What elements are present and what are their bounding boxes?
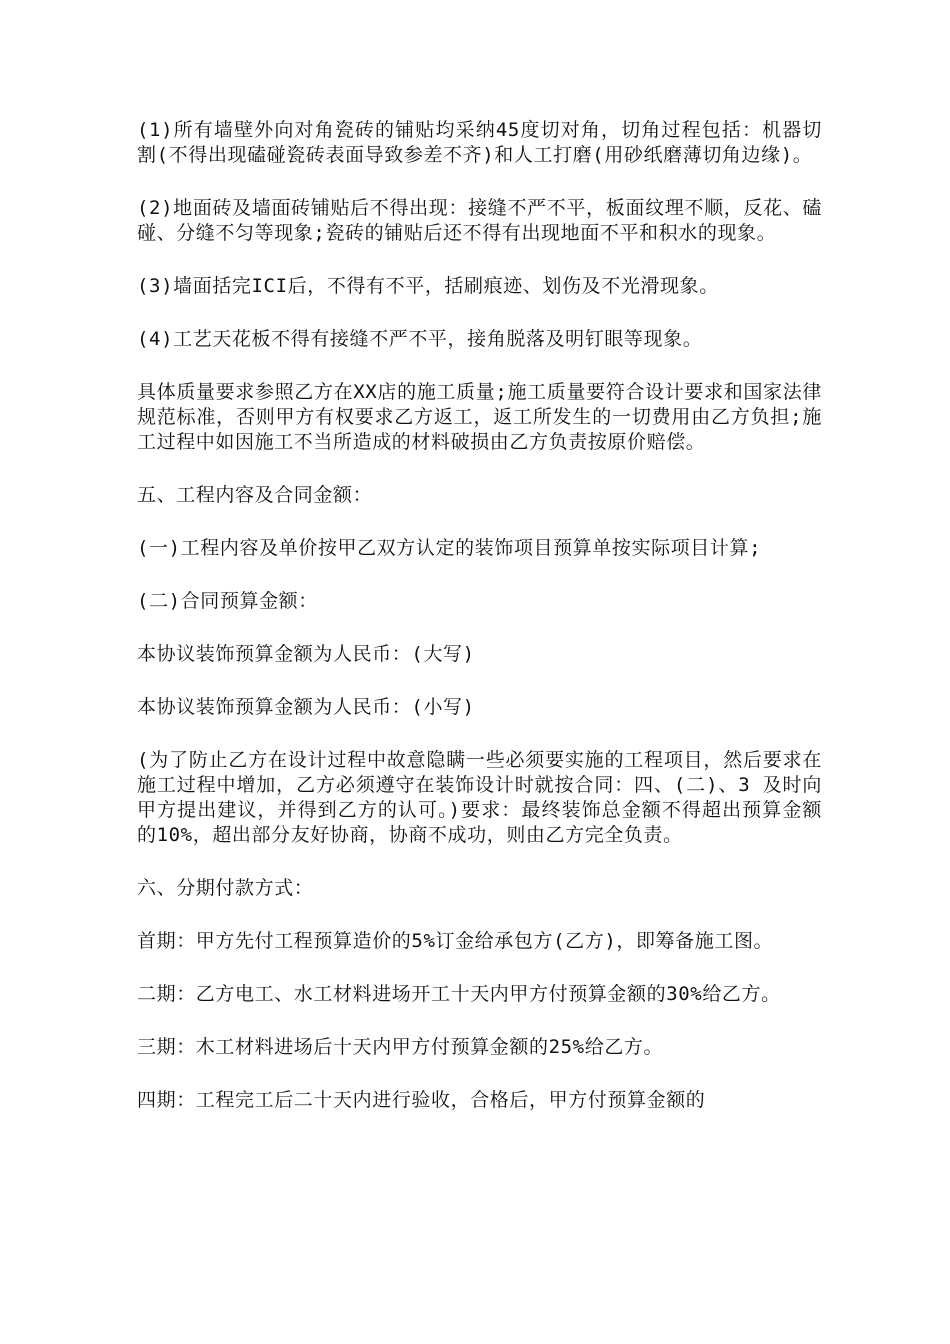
payment-phase-4: 四期：工程完工后二十天内进行验收，合格后，甲方付预算金额的 — [137, 1089, 706, 1111]
document-body — [137, 118, 822, 1141]
section-5-item-1: (一)工程内容及单价按甲乙双方认定的装饰项目预算单按实际项目计算; — [137, 537, 762, 559]
payment-phase-2: 二期：乙方电工、水工材料进场开工十天内甲方付预算金额的30%给乙方。 — [137, 983, 781, 1005]
clause-3-wall-finish: (3)墙面括完ICI后，不得有不平，括刷痕迹、划伤及不光滑现象。 — [137, 275, 719, 297]
clause-4-ceiling: (4)工艺天花板不得有接缝不严不平，接角脱落及明钉眼等现象。 — [137, 328, 703, 350]
budget-note-paragraph: (为了防止乙方在设计过程中故意隐瞒一些必须要实施的工程项目，然后要求在施工过程中增加，乙方必须遵守在装饰设计时就按合同：四、(二)、3 及时向甲方提出建议，并得到乙方的认可。)要求：最终装饰总金额不得超出预算金额的10%，超出部分友好协商，协商不成功，则由乙方完全负责。 — [137, 749, 822, 846]
payment-phase-3: 三期：木工材料进场后十天内甲方付预算金额的25%给乙方。 — [137, 1036, 664, 1058]
section-5-heading: 五、工程内容及合同金额： — [137, 484, 373, 506]
section-5-item-2: (二)合同预算金额： — [137, 590, 318, 612]
clause-1-tile-corner-cutting: (1)所有墙壁外向对角瓷砖的铺贴均采纳45度切对角，切角过程包括：机器切割(不得出现磕碰瓷砖表面导致参差不齐)和人工打磨(用砂纸磨薄切角边缘)。 — [137, 119, 822, 166]
quality-requirements-paragraph: 具体质量要求参照乙方在XX店的施工质量;施工质量要符合设计要求和国家法律规范标准，否则甲方有权要求乙方返工，返工所发生的一切费用由乙方负担;施工过程中如因施工不当所造成的材料破损由乙方负责按原价赔偿。 — [137, 381, 822, 453]
budget-amount-lowercase: 本协议装饰预算金额为人民币：(小写) — [137, 696, 475, 718]
payment-phase-1: 首期：甲方先付工程预算造价的5%订金给承包方(乙方)，即筹备施工图。 — [137, 930, 774, 952]
section-6-heading: 六、分期付款方式： — [137, 877, 314, 899]
budget-amount-uppercase: 本协议装饰预算金额为人民币：(大写) — [137, 643, 475, 665]
clause-2-tile-laying-defects: (2)地面砖及墙面砖铺贴后不得出现：接缝不严不平，板面纹理不顺，反花、磕碰、分缝不匀等现象;瓷砖的铺贴后还不得有出现地面不平和积水的现象。 — [137, 197, 822, 244]
